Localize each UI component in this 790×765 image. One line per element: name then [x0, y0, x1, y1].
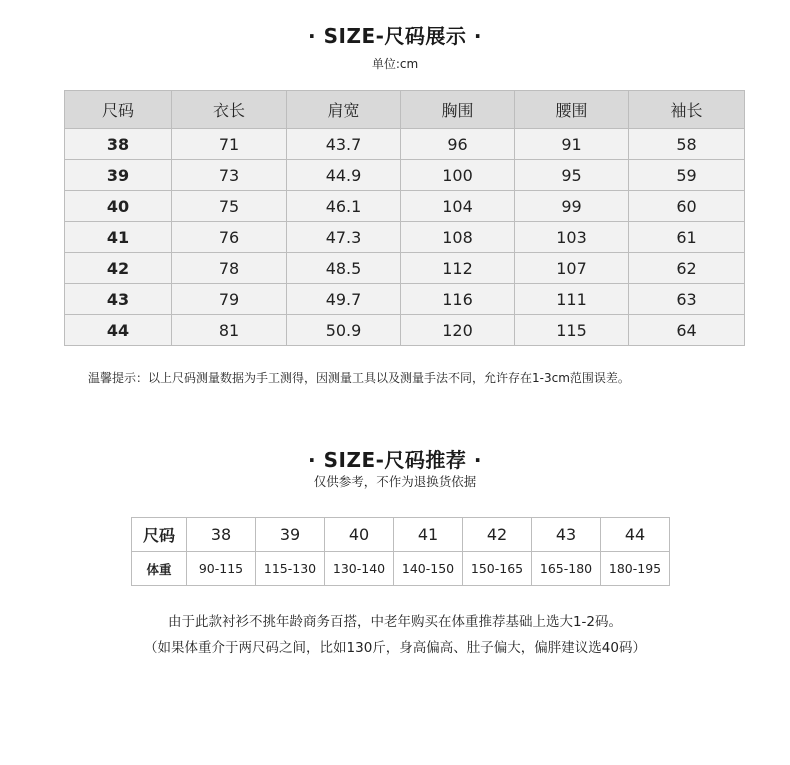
table-cell: 111 — [515, 284, 629, 315]
table-cell: 64 — [629, 315, 745, 346]
table-cell: 115 — [515, 315, 629, 346]
recommend-size-cell: 38 — [187, 518, 256, 552]
recommend-size-cell: 41 — [394, 518, 463, 552]
table-cell: 58 — [629, 129, 745, 160]
table-cell: 39 — [65, 160, 172, 191]
table-cell: 76 — [172, 222, 287, 253]
advice-line-2: （如果体重介于两尺码之间，比如130斤，身高偏高、肚子偏大，偏胖建议选40码） — [144, 640, 646, 656]
table-cell: 81 — [172, 315, 287, 346]
table-cell: 38 — [65, 129, 172, 160]
advice-line-1: 由于此款衬衫不挑年龄商务百搭，中老年购买在体重推荐基础上选大1-2码。 — [167, 614, 623, 630]
table-cell: 91 — [515, 129, 629, 160]
size-recommend-title: · SIZE-尺码推荐 · — [308, 448, 482, 472]
size-chart-title: · SIZE-尺码展示 · — [308, 24, 482, 48]
table-cell: 79 — [172, 284, 287, 315]
table-cell: 100 — [401, 160, 515, 191]
recommend-weight-cell: 165-180 — [532, 552, 601, 586]
recommend-size-cell: 39 — [256, 518, 325, 552]
header-waist: 腰围 — [515, 91, 629, 129]
recommend-weight-cell: 150-165 — [463, 552, 532, 586]
table-cell: 49.7 — [287, 284, 401, 315]
recommend-weight-cell: 115-130 — [256, 552, 325, 586]
table-cell: 108 — [401, 222, 515, 253]
table-cell: 99 — [515, 191, 629, 222]
table-cell: 103 — [515, 222, 629, 253]
table-cell: 104 — [401, 191, 515, 222]
header-chest: 胸围 — [401, 91, 515, 129]
recommend-weight-row — [132, 552, 670, 586]
table-row — [65, 253, 745, 284]
table-row — [65, 315, 745, 346]
table-cell: 43.7 — [287, 129, 401, 160]
recommend-weight-cell: 130-140 — [325, 552, 394, 586]
recommend-weight-cell: 90-115 — [187, 552, 256, 586]
recommend-size-cell: 42 — [463, 518, 532, 552]
table-cell: 61 — [629, 222, 745, 253]
table-cell: 112 — [401, 253, 515, 284]
table-cell: 120 — [401, 315, 515, 346]
table-row — [65, 160, 745, 191]
recommend-size-row — [132, 518, 670, 552]
unit-label: 单位:cm — [371, 57, 419, 71]
table-row — [65, 129, 745, 160]
table-row — [65, 222, 745, 253]
table-cell: 60 — [629, 191, 745, 222]
table-cell: 107 — [515, 253, 629, 284]
table-cell: 40 — [65, 191, 172, 222]
table-cell: 44 — [65, 315, 172, 346]
header-shoulder: 肩宽 — [287, 91, 401, 129]
table-cell: 96 — [401, 129, 515, 160]
header-size: 尺码 — [65, 91, 172, 129]
size-chart-header-row — [65, 91, 745, 129]
recommend-size-label: 尺码 — [132, 518, 187, 552]
table-cell: 44.9 — [287, 160, 401, 191]
recommend-size-cell: 44 — [601, 518, 670, 552]
header-sleeve: 袖长 — [629, 91, 745, 129]
size-chart-table — [64, 90, 745, 346]
recommend-size-cell: 43 — [532, 518, 601, 552]
recommend-weight-label: 体重 — [132, 552, 187, 586]
size-recommend-table — [131, 517, 670, 586]
table-cell: 46.1 — [287, 191, 401, 222]
table-cell: 95 — [515, 160, 629, 191]
table-cell: 50.9 — [287, 315, 401, 346]
header-length: 衣长 — [172, 91, 287, 129]
table-cell: 48.5 — [287, 253, 401, 284]
recommend-weight-cell: 180-195 — [601, 552, 670, 586]
table-row — [65, 284, 745, 315]
table-cell: 59 — [629, 160, 745, 191]
recommend-disclaimer: 仅供参考，不作为退换货依据 — [313, 474, 477, 489]
table-cell: 75 — [172, 191, 287, 222]
table-cell: 41 — [65, 222, 172, 253]
measurement-note: 温馨提示：以上尺码测量数据为手工测得，因测量工具以及测量手法不同，允许存在1-3cm范围误差。 — [88, 371, 630, 385]
recommend-weight-cell: 140-150 — [394, 552, 463, 586]
table-cell: 73 — [172, 160, 287, 191]
table-cell: 116 — [401, 284, 515, 315]
table-cell: 47.3 — [287, 222, 401, 253]
recommend-size-cell: 40 — [325, 518, 394, 552]
table-cell: 42 — [65, 253, 172, 284]
table-row — [65, 191, 745, 222]
table-cell: 63 — [629, 284, 745, 315]
table-cell: 43 — [65, 284, 172, 315]
table-cell: 62 — [629, 253, 745, 284]
table-cell: 78 — [172, 253, 287, 284]
table-cell: 71 — [172, 129, 287, 160]
